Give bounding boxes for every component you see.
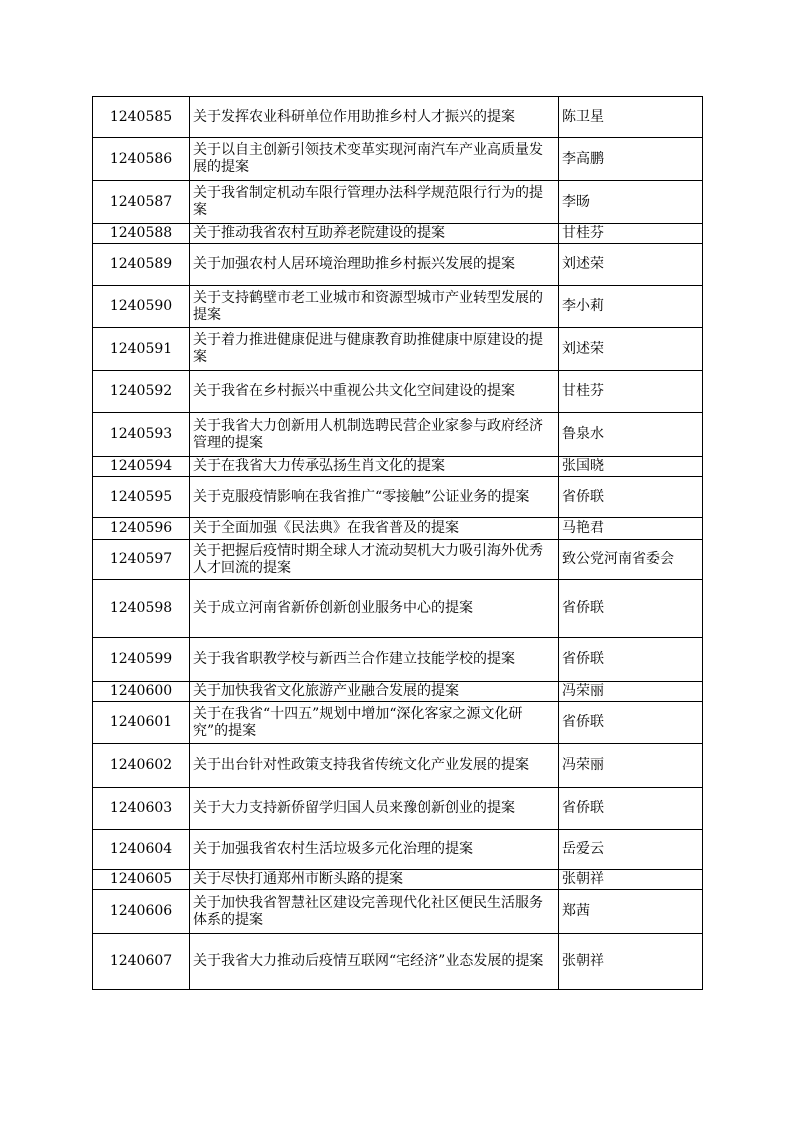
proposal-title: 关于我省在乡村振兴中重视公共文化空间建设的提案 (190, 371, 559, 413)
proposal-title: 关于以自主创新引领技术变革实现河南汽车产业高质量发展的提案 (190, 138, 559, 181)
table-row (93, 540, 703, 580)
proposal-number: 1240589 (93, 244, 190, 286)
proposal-number: 1240587 (93, 181, 190, 224)
proposal-number: 1240606 (93, 890, 190, 934)
table-row (93, 328, 703, 371)
proposer-name: 马艳君 (559, 518, 703, 540)
table-row (93, 518, 703, 540)
proposal-number: 1240593 (93, 413, 190, 457)
proposal-number: 1240595 (93, 477, 190, 518)
proposal-number: 1240607 (93, 934, 190, 990)
table-row (93, 457, 703, 477)
table-row (93, 371, 703, 413)
proposal-title: 关于我省大力创新用人机制选聘民营企业家参与政府经济管理的提案 (190, 413, 559, 457)
proposer-name: 省侨联 (559, 580, 703, 638)
proposal-number: 1240585 (93, 97, 190, 138)
proposer-name: 郑茜 (559, 890, 703, 934)
proposal-title: 关于推动我省农村互助养老院建设的提案 (190, 224, 559, 244)
table-row (93, 224, 703, 244)
table-row (93, 286, 703, 328)
proposer-name: 冯荣丽 (559, 744, 703, 788)
table-row (93, 870, 703, 890)
table-row (93, 244, 703, 286)
proposer-name: 冯荣丽 (559, 682, 703, 702)
proposal-title: 关于加强我省农村生活垃圾多元化治理的提案 (190, 830, 559, 870)
proposer-name: 张国晓 (559, 457, 703, 477)
proposal-number: 1240599 (93, 638, 190, 682)
proposal-title: 关于全面加强《民法典》在我省普及的提案 (190, 518, 559, 540)
table-row (93, 413, 703, 457)
proposer-name: 省侨联 (559, 788, 703, 830)
proposal-number: 1240600 (93, 682, 190, 702)
proposal-title: 关于发挥农业科研单位作用助推乡村人才振兴的提案 (190, 97, 559, 138)
table-row (93, 788, 703, 830)
proposal-title: 关于加强农村人居环境治理助推乡村振兴发展的提案 (190, 244, 559, 286)
proposal-title: 关于把握后疫情时期全球人才流动契机大力吸引海外优秀人才回流的提案 (190, 540, 559, 580)
proposer-name: 陈卫星 (559, 97, 703, 138)
table-row (93, 638, 703, 682)
proposal-number: 1240598 (93, 580, 190, 638)
proposal-title: 关于成立河南省新侨创新创业服务中心的提案 (190, 580, 559, 638)
proposal-number: 1240596 (93, 518, 190, 540)
proposal-title: 关于我省大力推动后疫情互联网“宅经济”业态发展的提案 (190, 934, 559, 990)
proposal-table-body (93, 97, 703, 990)
proposal-title: 关于克服疫情影响在我省推广“零接触”公证业务的提案 (190, 477, 559, 518)
table-row (93, 702, 703, 744)
proposer-name: 刘述荣 (559, 328, 703, 371)
proposer-name: 张朝祥 (559, 934, 703, 990)
proposal-title: 关于在我省“十四五”规划中增加“深化客家之源文化研究”的提案 (190, 702, 559, 744)
proposal-number: 1240601 (93, 702, 190, 744)
proposal-title: 关于大力支持新侨留学归国人员来豫创新创业的提案 (190, 788, 559, 830)
proposal-title: 关于着力推进健康促进与健康教育助推健康中原建设的提案 (190, 328, 559, 371)
proposal-number: 1240586 (93, 138, 190, 181)
proposer-name: 省侨联 (559, 638, 703, 682)
proposer-name: 致公党河南省委会 (559, 540, 703, 580)
proposer-name: 岳爱云 (559, 830, 703, 870)
proposer-name: 刘述荣 (559, 244, 703, 286)
table-row (93, 138, 703, 181)
proposal-number: 1240604 (93, 830, 190, 870)
proposal-title: 关于出台针对性政策支持我省传统文化产业发展的提案 (190, 744, 559, 788)
table-row (93, 97, 703, 138)
proposal-number: 1240594 (93, 457, 190, 477)
proposer-name: 张朝祥 (559, 870, 703, 890)
proposer-name: 省侨联 (559, 702, 703, 744)
proposer-name: 李高鹏 (559, 138, 703, 181)
proposal-title: 关于在我省大力传承弘扬生肖文化的提案 (190, 457, 559, 477)
proposal-number: 1240588 (93, 224, 190, 244)
proposer-name: 李小莉 (559, 286, 703, 328)
proposal-number: 1240592 (93, 371, 190, 413)
table-row (93, 830, 703, 870)
table-row (93, 890, 703, 934)
proposal-title: 关于我省职教学校与新西兰合作建立技能学校的提案 (190, 638, 559, 682)
proposer-name: 省侨联 (559, 477, 703, 518)
table-row (93, 934, 703, 990)
proposer-name: 甘桂芬 (559, 224, 703, 244)
proposal-title: 关于加快我省文化旅游产业融合发展的提案 (190, 682, 559, 702)
proposal-number: 1240591 (93, 328, 190, 371)
table-row (93, 580, 703, 638)
proposal-number: 1240597 (93, 540, 190, 580)
proposal-title: 关于支持鹤壁市老工业城市和资源型城市产业转型发展的提案 (190, 286, 559, 328)
proposal-title: 关于加快我省智慧社区建设完善现代化社区便民生活服务体系的提案 (190, 890, 559, 934)
proposal-number: 1240605 (93, 870, 190, 890)
proposer-name: 鲁泉水 (559, 413, 703, 457)
proposal-number: 1240602 (93, 744, 190, 788)
proposal-table (92, 96, 703, 990)
table-row (93, 181, 703, 224)
proposal-number: 1240590 (93, 286, 190, 328)
proposal-number: 1240603 (93, 788, 190, 830)
proposal-title: 关于我省制定机动车限行管理办法科学规范限行行为的提案 (190, 181, 559, 224)
table-row (93, 744, 703, 788)
proposer-name: 甘桂芬 (559, 371, 703, 413)
proposal-title: 关于尽快打通郑州市断头路的提案 (190, 870, 559, 890)
proposer-name: 李旸 (559, 181, 703, 224)
table-row (93, 682, 703, 702)
table-row (93, 477, 703, 518)
